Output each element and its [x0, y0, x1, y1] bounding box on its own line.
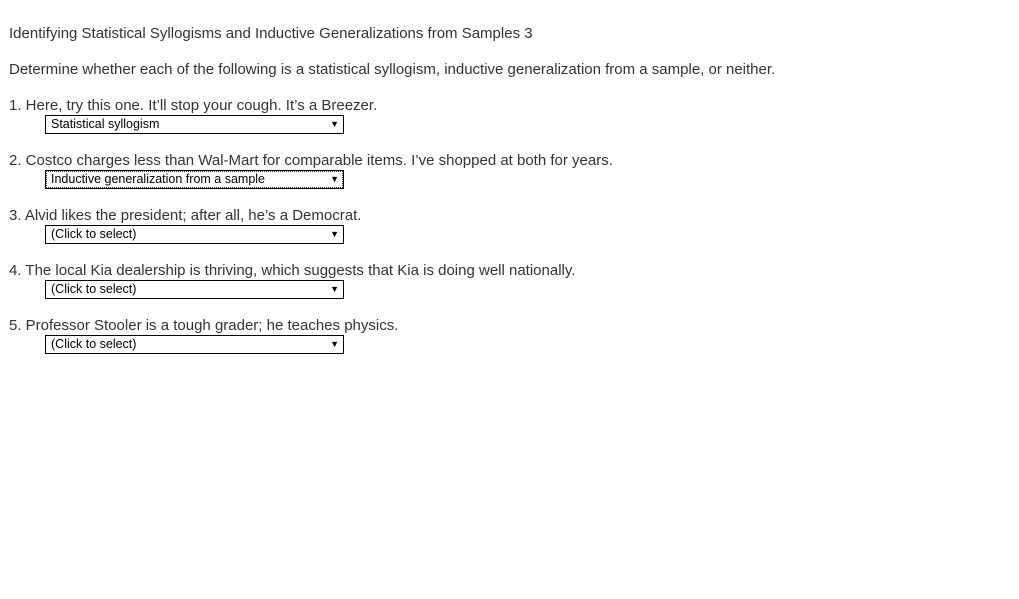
- question-3: [9, 207, 361, 244]
- question-1: [9, 97, 377, 134]
- dropdown-arrow-icon: ▼: [330, 174, 339, 184]
- question-5-text: 5. Professor Stooler is a tough grader; he teaches physics.: [9, 317, 399, 334]
- question-1-selected-value: Statistical syllogism: [51, 117, 160, 131]
- question-5: [9, 317, 398, 354]
- question-5-select[interactable]: [45, 335, 344, 354]
- question-1-text: 1. Here, try this one. It’ll stop your cough. It’s a Breezer.: [9, 97, 378, 114]
- dropdown-arrow-icon: ▼: [330, 119, 339, 129]
- dropdown-arrow-icon: ▼: [330, 284, 339, 294]
- question-4-text: 4. The local Kia dealership is thriving, which suggests that Kia is doing well nationally.: [9, 262, 576, 279]
- page-title: Identifying Statistical Syllogisms and Inductive Generalizations from Samples 3: [9, 25, 533, 42]
- question-5-selected-value: (Click to select): [51, 337, 137, 351]
- question-3-text: 3. Alvid likes the president; after all, he’s a Democrat.: [9, 207, 362, 224]
- question-2-text: 2. Costco charges less than Wal-Mart for comparable items. I’ve shopped at both for years.: [9, 152, 613, 169]
- question-3-select[interactable]: [45, 225, 344, 244]
- question-2-selected-value: Inductive generalization from a sample: [51, 172, 266, 186]
- question-4: [9, 262, 575, 299]
- dropdown-arrow-icon: ▼: [330, 229, 339, 239]
- question-2-select[interactable]: [45, 170, 344, 189]
- instructions-text: Determine whether each of the following is a statistical syllogism, inductive generalization from a sample, or neither.: [9, 61, 776, 78]
- question-1-select[interactable]: [45, 115, 344, 134]
- dropdown-arrow-icon: ▼: [330, 339, 339, 349]
- question-4-selected-value: (Click to select): [51, 282, 137, 296]
- question-3-selected-value: (Click to select): [51, 227, 137, 241]
- question-4-select[interactable]: [45, 280, 344, 299]
- question-2: [9, 152, 613, 189]
